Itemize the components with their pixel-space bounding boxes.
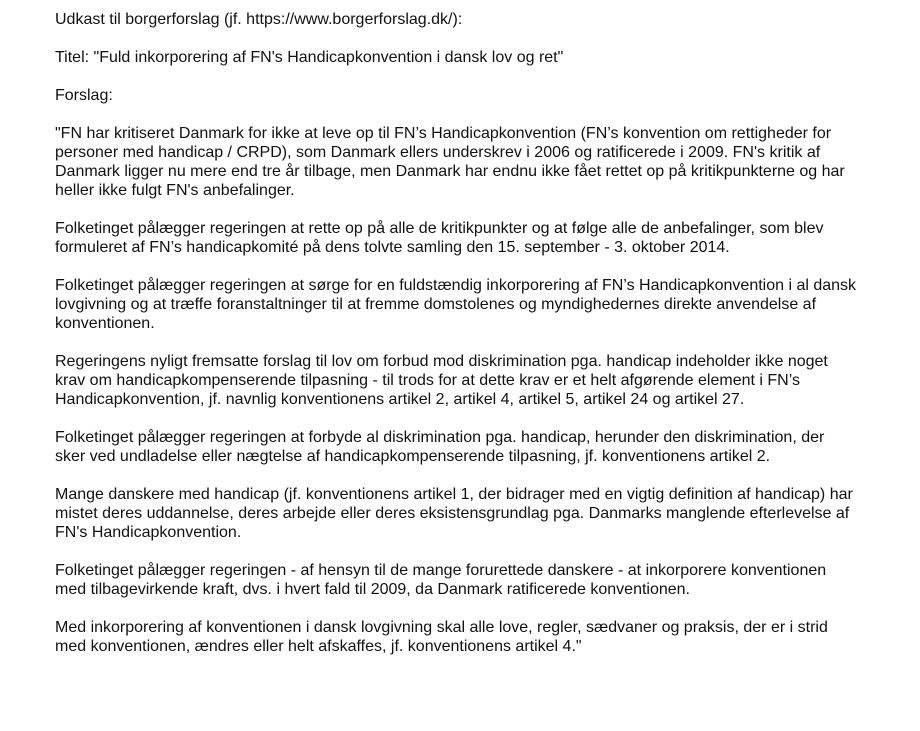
paragraph-line: lovgivning og at træffe foranstaltninger til at fremme domstolenes og myndighedernes direkte anvendelse af xyxy=(55,296,817,313)
paragraph-line: Folketinget pålægger regeringen at forbyde al diskrimination pga. handicap, herunder den diskrimination, der xyxy=(55,429,825,446)
proposal-heading: Forslag: xyxy=(55,87,113,104)
paragraph-line: Folketinget pålægger regeringen at sørge for en fuldstændig inkorporering af FN’s Handicapkonvention i al dansk xyxy=(55,277,857,294)
paragraph-7 xyxy=(55,561,900,599)
paragraph-line: Handicapkonvention, jf. navnlig konventionens artikel 2, artikel 4, artikel 5, artikel 24 og artikel 27. xyxy=(55,391,745,408)
paragraph-line: personer med handicap / CRPD), som Danmark ellers underskrev i 2006 og ratificerede i 2009. FN's kritik af xyxy=(55,144,821,161)
paragraph-line: konventionen. xyxy=(55,315,155,332)
paragraph-line: Folketinget pålægger regeringen - af hensyn til de mange forurettede danskere - at inkorporere konventionen xyxy=(55,562,827,579)
proposal-title: Titel: "Fuld inkorporering af FN's Handicapkonvention i dansk lov og ret" xyxy=(55,49,564,66)
paragraph-line: formuleret af FN’s handicapkomité på dens tolvte samling den 15. september - 3. oktober 2014. xyxy=(55,239,730,256)
paragraph-5 xyxy=(55,428,900,466)
paragraph-line: Med inkorporering af konventionen i dansk lovgivning skal alle love, regler, sædvaner og praksis, der er i strid xyxy=(55,619,828,636)
paragraph-line: Danmark ligger nu mere end tre år tilbage, men Danmark har endnu ikke fået rettet op på kritikpunkterne og har xyxy=(55,163,845,180)
intro-line: Udkast til borgerforslag (jf. https://www.borgerforslag.dk/): xyxy=(55,11,463,28)
paragraph-line: heller ikke fulgt FN's anbefalinger. xyxy=(55,182,295,199)
paragraph-line: Mange danskere med handicap (jf. konventionens artikel 1, der bidrager med en vigtig definition af handicap) har xyxy=(55,486,853,503)
paragraph-4 xyxy=(55,352,900,409)
paragraph-line: med tilbagevirkende kraft, dvs. i hvert fald til 2009, da Danmark ratificerede konventionen. xyxy=(55,581,690,598)
paragraph-6 xyxy=(55,485,900,542)
paragraph-3 xyxy=(55,276,900,333)
paragraph-line: FN's Handicapkonvention. xyxy=(55,524,242,541)
paragraph-line: med konventionen, ændres eller helt afskaffes, jf. konventionens artikel 4." xyxy=(55,638,582,655)
paragraph-line: Regeringens nyligt fremsatte forslag til lov om forbud mod diskrimination pga. handicap indeholder ikke noget xyxy=(55,353,828,370)
paragraph-line: krav om handicapkompenserende tilpasning - til trods for at dette krav er et helt afgørende element i FN’s xyxy=(55,372,800,389)
paragraph-2 xyxy=(55,219,900,257)
paragraph-1 xyxy=(55,124,900,200)
paragraph-8 xyxy=(55,618,900,656)
paragraph-line: mistet deres uddannelse, deres arbejde eller deres eksistensgrundlag pga. Danmarks manglende efterlevelse af xyxy=(55,505,850,522)
paragraph-line: sker ved undladelse eller nægtelse af handicapkompenserende tilpasning, jf. konventionens artikel 2. xyxy=(55,448,771,465)
paragraph-line: Folketinget pålægger regeringen at rette op på alle de kritikpunkter og at følge alle de anbefalinger, som blev xyxy=(55,220,824,237)
document-body xyxy=(55,10,900,675)
paragraph-line: "FN har kritiseret Danmark for ikke at leve op til FN’s Handicapkonvention (FN’s konvention om rettigheder for xyxy=(55,125,832,142)
